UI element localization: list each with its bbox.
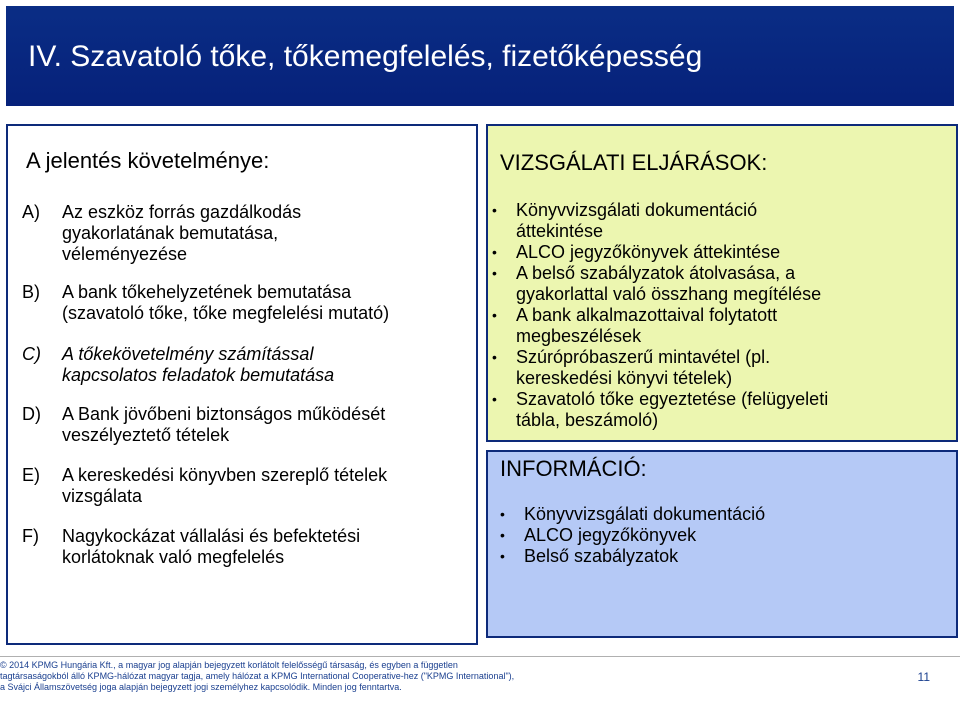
page-title: IV. Szavatoló tőke, tőkemegfelelés, fizetőképesség <box>28 40 703 73</box>
list-item-text: A bank alkalmazottaival folytatott megbeszélések <box>516 305 778 346</box>
footer-divider <box>0 656 960 657</box>
requirements-heading: A jelentés követelménye: <box>26 148 270 173</box>
requirement-letter: A) <box>22 202 40 222</box>
list-item <box>488 305 958 347</box>
list-item <box>488 263 958 305</box>
requirement-item-d <box>22 404 480 446</box>
list-item-text: ALCO jegyzőkönyvek <box>524 525 697 545</box>
requirement-item-a <box>22 202 480 265</box>
list-item-text: Könyvvizsgálati dokumentáció áttekintése <box>516 200 758 241</box>
page-number: 11 <box>917 670 930 684</box>
bullet-icon: • <box>492 349 497 365</box>
bullet-icon: • <box>500 548 505 564</box>
list-item <box>488 347 958 389</box>
requirement-text: A bank tőkehelyzetének bemutatása (szavatoló tőke, tőke megfelelési mutató) <box>62 282 390 323</box>
list-item <box>488 389 958 431</box>
list-item-text: ALCO jegyzőkönyvek áttekintése <box>516 242 781 262</box>
list-item <box>488 200 958 242</box>
information-heading: INFORMÁCIÓ: <box>500 456 647 481</box>
requirements-panel <box>6 124 478 645</box>
information-box <box>486 450 958 638</box>
requirement-text: A tőkekövetelmény számítással kapcsolatos feladatok bemutatása <box>62 344 335 385</box>
requirement-text: Az eszköz forrás gazdálkodás gyakorlatának bemutatása, véleményezése <box>62 202 302 264</box>
list-item <box>496 504 956 525</box>
bullet-icon: • <box>500 527 505 543</box>
requirement-item-c <box>22 344 480 386</box>
list-item-text: Szúrópróbaszerű mintavétel (pl. kereskedési könyvi tételek) <box>516 347 771 388</box>
list-item-text: Szavatoló tőke egyeztetése (felügyeleti tábla, beszámoló) <box>516 389 829 430</box>
bullet-icon: • <box>500 506 505 522</box>
requirement-letter: B) <box>22 282 40 302</box>
title-bar <box>6 6 954 106</box>
requirement-letter: F) <box>22 526 39 546</box>
requirement-letter: E) <box>22 465 40 485</box>
requirement-item-e <box>22 465 480 507</box>
audit-procedures-heading: VIZSGÁLATI ELJÁRÁSOK: <box>500 150 768 175</box>
list-item <box>496 546 956 567</box>
requirement-text: A kereskedési könyvben szereplő tételek vizsgálata <box>62 465 388 506</box>
bullet-icon: • <box>492 391 497 407</box>
list-item <box>496 525 956 546</box>
requirement-text: Nagykockázat vállalási és befektetési korlátoknak való megfelelés <box>62 526 361 567</box>
requirement-text: A Bank jövőbeni biztonságos működését veszélyeztető tételek <box>62 404 386 445</box>
bullet-icon: • <box>492 265 497 281</box>
list-item-text: Belső szabályzatok <box>524 546 679 566</box>
bullet-icon: • <box>492 202 497 218</box>
bullet-icon: • <box>492 307 497 323</box>
information-list <box>496 504 956 567</box>
bullet-icon: • <box>492 244 497 260</box>
list-item <box>488 242 958 263</box>
requirement-item-b <box>22 282 480 324</box>
requirement-item-f <box>22 526 480 568</box>
requirement-letter: D) <box>22 404 41 424</box>
list-item-text: Könyvvizsgálati dokumentáció <box>524 504 766 524</box>
list-item-text: A belső szabályzatok átolvasása, a gyakorlattal való összhang megítélése <box>516 263 822 304</box>
requirement-letter: C) <box>22 344 41 364</box>
audit-procedures-list <box>488 200 958 431</box>
footer-copyright: © 2014 KPMG Hungária Kft., a magyar jog alapján bejegyzett korlátolt felelősségű társaság, és egyben a független tagtársaságokból álló KPMG-hálózat magyar tagja, amely hálózat a KPMG International Cooperative-hez ("KPMG International"), a Svájci Államszövetség joga alapján bejegyzett jogi személyhez kapcsolódik. Minden jog fenntartva. <box>0 660 515 692</box>
audit-procedures-box <box>486 124 958 442</box>
